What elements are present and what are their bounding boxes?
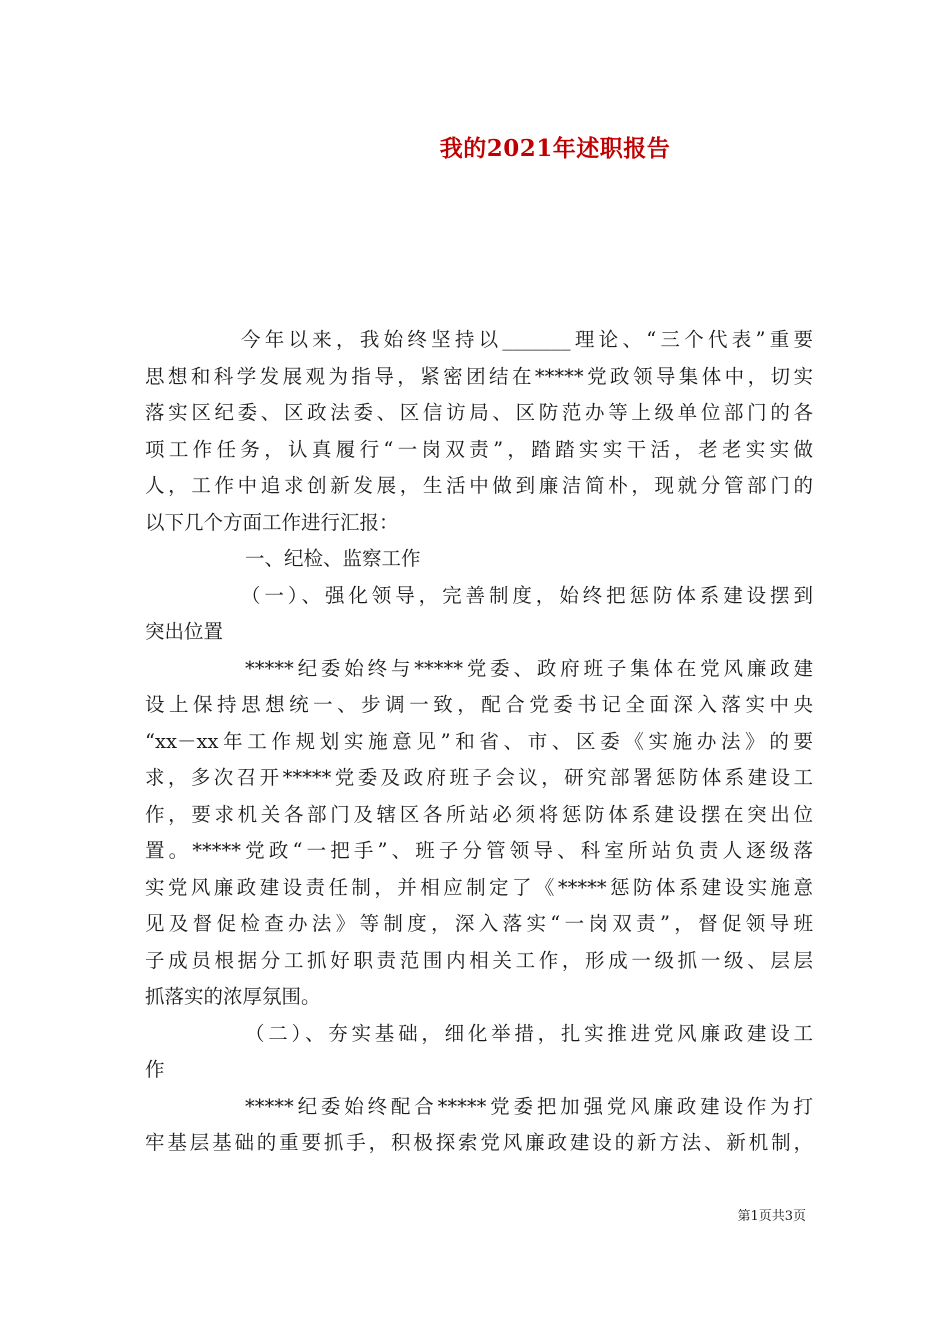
paragraph-line: （二）、夯实基础，细化举措，扎实推进党风廉政建设工 — [245, 1021, 813, 1045]
paragraph-line: 求，多次召开*****党委及政府班子会议，研究部署惩防体系建设工 — [145, 766, 813, 789]
paragraph-line: 突出位置 — [145, 620, 224, 643]
paragraph-line: 思想和科学发展观为指导，紧密团结在*****党政领导集体中，切实 — [145, 364, 813, 388]
paragraph-line: 落实区纪委、区政法委、区信访局、区防范办等上级单位部门的各 — [145, 401, 813, 424]
paragraph-line: 一、纪检、监察工作 — [245, 547, 421, 570]
paragraph-line: 见及督促检查办法》等制度，深入落实“一岗双责”，督促领导班 — [145, 912, 813, 935]
paragraph-line: 设上保持思想统一、步调一致，配合党委书记全面深入落实中央 — [145, 693, 813, 716]
paragraph-line: “xx－xx年工作规划实施意见”和省、市、区委《实施办法》的要 — [145, 729, 813, 753]
paragraph-line: 作，要求机关各部门及辖区各所站必须将惩防体系建设摆在突出位 — [145, 802, 813, 826]
page-footer: 第1页共3页 — [737, 1209, 806, 1224]
document-title: 我的2021年述职报告 — [439, 135, 671, 162]
paragraph-line: 作 — [145, 1058, 165, 1081]
paragraph-line: 抓落实的浓厚氛围。 — [145, 985, 321, 1008]
document-body — [145, 322, 813, 1162]
paragraph-line: 置。*****党政“一把手”、班子分管领导、科室所站负责人逐级落 — [145, 839, 813, 862]
paragraph-line: 实党风廉政建设责任制，并相应制定了《*****惩防体系建设实施意 — [145, 875, 813, 899]
paragraph-line: 今年以来，我始终坚持以_______理论、“三个代表”重要 — [241, 328, 813, 351]
paragraph-line: 人，工作中追求创新发展，生活中做到廉洁简朴，现就分管部门的 — [145, 474, 813, 497]
paragraph-line: 子成员根据分工抓好职责范围内相关工作，形成一级抓一级、层层 — [145, 948, 813, 972]
paragraph-line: *****纪委始终配合*****党委把加强党风廉政建设作为打 — [245, 1094, 813, 1118]
paragraph-line: 以下几个方面工作进行汇报： — [145, 510, 399, 534]
paragraph-line: （一）、强化领导，完善制度，始终把惩防体系建设摆到 — [241, 583, 813, 607]
paragraph-line: 牢基层基础的重要抓手，积极探索党风廉政建设的新方法、新机制， — [145, 1131, 813, 1154]
paragraph-line: *****纪委始终与*****党委、政府班子集体在党风廉政建 — [245, 656, 813, 680]
paragraph-line: 项工作任务，认真履行“一岗双责”，踏踏实实干活，老老实实做 — [145, 437, 813, 461]
